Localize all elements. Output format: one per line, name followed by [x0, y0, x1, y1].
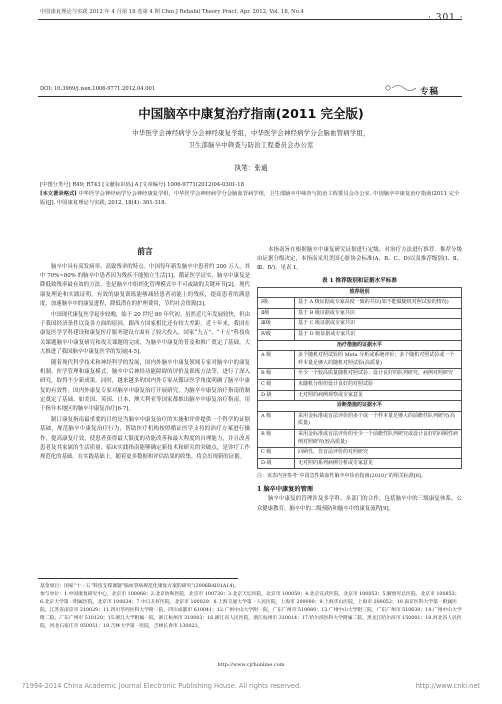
- citation-label: [本文著录格式]: [40, 191, 77, 197]
- table-cell-level: C 级: [258, 448, 295, 459]
- preface-heading: 前言: [137, 247, 153, 256]
- article-title: 中国脑卒中康复治疗指南(2011 完全版): [138, 106, 364, 121]
- header-rule: [38, 19, 462, 20]
- table-section-title: 诊断措施的证据水平: [258, 401, 462, 412]
- table-cell-level: B 级: [258, 429, 295, 447]
- table-cell-level: Ⅰ级: [258, 298, 295, 309]
- table-row: [258, 308, 462, 319]
- classification-line: [中图分类号] R49; R743 [文献标识码] A [文章编号] 1006-9771(2012)04-0301-18: [40, 182, 244, 188]
- right-column: [257, 246, 462, 516]
- table-row: [258, 379, 462, 390]
- table-section-row: [258, 401, 462, 412]
- table-cell-level: A 级: [258, 351, 295, 369]
- table-cell-level: Ⅱ级: [258, 308, 295, 319]
- table-cell-desc: 基于 D 级证据或专家共识: [295, 329, 462, 340]
- table-cell-desc: 基于 B 级证据或专家共识: [295, 308, 462, 319]
- table-note: 注：该表内容参考“中国急性缺血性脑卒中诊治指南(2010)”的相关标准[8]。: [257, 473, 426, 480]
- journal-header: 中国康复理论与实践 2012 年 4 月第 18 卷第 4 期 Chin J Rehabil Theory Pract, Apr. 2012, Vol. 18, No.4: [40, 9, 304, 15]
- author-list: [40, 128, 462, 152]
- table-row: [258, 319, 462, 330]
- footnote-rule: [38, 578, 238, 579]
- table-cell-desc: 基于 C 级证据或专家共识: [295, 319, 462, 330]
- journal-url[interactable]: http://www.cjrhonline.com: [217, 662, 285, 668]
- section-label: 专稿: [420, 87, 440, 97]
- table-row: [258, 448, 462, 459]
- page-number: · 301 ·: [428, 13, 464, 23]
- table-cell-level: B 级: [258, 369, 295, 380]
- funding-footnote: [40, 583, 462, 631]
- cnki-link[interactable]: http://www.cnki.net: [415, 682, 480, 690]
- copyright-text: ?1994-2014 China Academic Journal Electronic Publishing House. All rights reserved.: [22, 682, 302, 690]
- participants-text: 1.中国康复研究中心，北京市 100068；2.北京协和医院，北京市 100730；3.北京天坛医院，北京市 100050；4.北京宣武医院，北京市 100053；5.解放军总医院，北京市 100853；6.北京大学第一附属医院，北京市 100034；7.中日友好医院，北京市 100029；8.上海交通大学第一人民医院，上海市 200080；9.上海华山医院，上海市 200052；10.南京医科大学第一附属医院，江苏省南京市 210029；11.四川华西医科大学附一院，四川成都市 610041；12.广州中山大学附一院，广东广州市 510080；13.广州中山大学附三院，广东广州市 510630；14.广州中山大学附二院，广东广州市 510120；15.浙江大学附属一院，浙江杭州市 310003；16.浙江省人民医院，浙江杭州市 310014；17.哈尔滨医科大学附属二院，黑龙江哈尔滨市 150001；18.河北省人民医院，河北石家庄市 050051；19.吉林大学第一医院，吉林长春市 130021。: [40, 592, 462, 629]
- preface-paragraph: 中国现代康复医学起步较晚，始于 20 世纪 80 年代初。虽然近几年发展较快，但由于我国经济条件以及各方面的原因，跟西方国家相比还有较大差距。近十年来，我国在康复医学学科建设和康复医疗服务建设方面有了较大投入。国家“九五”、“十五”科技攻关课题脑卒中康复研究和攻关课题的完成，为脑卒中康复的普及和推广奠定了基础，大大推进了我国脑卒中康复医学的发展[4-5]。: [40, 312, 250, 355]
- table-cell-desc: 无对照的系列病例分析或专家意见: [295, 458, 462, 469]
- table-cell-desc: 基于 A 级证据或专家高度一致的共识(如不能做随机对照试验的情况): [295, 298, 462, 309]
- table-row: [258, 369, 462, 380]
- doi: DOI: 10.3969/j.issn.1006-9771.2012.04.001: [40, 86, 156, 92]
- table-row: [258, 329, 462, 340]
- table-row: [258, 458, 462, 469]
- table-cell-desc: 无对照的病例观察或专家意见: [295, 390, 462, 401]
- grading-table: [257, 287, 462, 470]
- section-ornament-icon: [384, 82, 418, 94]
- doi-rule: [38, 96, 462, 97]
- preface-paragraph: 随着现代科学技术和神经科学的发展，国内外脑卒中康复领域专家对脑卒中的康复机制、医学管理和康复模式，脑卒中后神经功能障碍的评价及训练方法等，进行了深入研究，取得不少新成果。同时，越来越多的国内外专家从循证医学角度明确了脑卒中康复的有效性。国内外康复专家对脑卒中康复治疗开展研究，为脑卒中康复治疗指南的制定奠定了基础，如美国、英国、日本、澳大利亚等国家都推出脑卒中康复治疗指南，用于指导本地区的脑卒中康复治疗[6-7]。: [40, 360, 250, 413]
- table-row: [258, 390, 462, 401]
- table-caption: 表 1 推荐级别和证据水平标准: [322, 277, 397, 284]
- table-row: [258, 298, 462, 309]
- table-cell-level: Ⅳ级: [258, 329, 295, 340]
- table-cell-level: D 级: [258, 458, 295, 469]
- intro-paragraph: 本指南旨在根据脑卒中康复研究证据进行定级，对治疗方法进行推荐。推荐分级由证据分级决定，本指南采用美国心脏协会标准(A、B、C、D)以及推荐级别(Ⅰ、Ⅱ、Ⅲ、Ⅳ)。见表 1。: [257, 247, 462, 272]
- table-section-row: [258, 287, 462, 298]
- table-section-title: 治疗措施的证据水平: [258, 340, 462, 351]
- table-cell-desc: 采用金标准或盲法评价的多个或一个样本量足够大的前瞻性队列研究(高质量): [295, 411, 462, 429]
- table-cell-level: D 级: [258, 390, 295, 401]
- table-cell-desc: 回顾性、非盲法评价的对照研究: [295, 448, 462, 459]
- table-cell-desc: 采用金标准或盲法评价的至少一个前瞻性队列研究或设计良好的回顾性病例对照研究(较高质量): [295, 429, 462, 447]
- funding-label: 基金项目：: [40, 584, 64, 589]
- table-section-row: [258, 340, 462, 351]
- table-row: [258, 429, 462, 447]
- citation-format: [40, 190, 462, 207]
- section-heading: 1 脑卒中康复的管理: [257, 486, 313, 494]
- executive-author: 执笔：张通: [234, 164, 268, 172]
- cnki-footer: [22, 682, 480, 690]
- funding-text: 国家“十一五”科技支撑课题“脑血管病规范化康复方案的研究”(2006BAI01A14)。: [64, 584, 240, 589]
- citation-text: 中华医学会神经病学分会神经康复学组，中华医学会神经病学分会脑血管病学组，卫生部脑卒中筛查与防治工程委员会办公室. 中国脑卒中康复治疗指南(2011 完全版)[J]. 中国康复理论与实践, 2012, 18(4): 301-318.: [40, 191, 460, 206]
- table-cell-desc: 未随机分组但设计良好的对照试验: [295, 379, 462, 390]
- author-line: 卫生部脑卒中筛查与防治工程委员会办公室: [188, 142, 314, 149]
- table-cell-level: Ⅲ级: [258, 319, 295, 330]
- table-row: [258, 411, 462, 429]
- table-cell-level: A 级: [258, 411, 295, 429]
- table-cell-desc: 多个随机对照试验的 Meta 分析或系统评价；多个随机对照试验或一个样本量足够大的随机对照试验(高质量): [295, 351, 462, 369]
- preface-paragraph: 脑卒中具有高发病率、高致残率的特点。中国每年新发脑卒中患者约 200 万人，其中 70%~80% 的脑卒中患者因为残疾不能独立生活[1]。循证医学证实，脑卒中康复是降低致残率最有效的方法，也是脑卒中组织化管理模式中不可或缺的关键环节[2]。现代康复理论和实践证明，有效的康复训练能够减轻患者功能上的残疾，提高患者的满意度，加速脑卒中的康复进程，降低潜在的护理费用，节约社会资源[3]。: [40, 264, 250, 307]
- table-cell-level: C 级: [258, 379, 295, 390]
- participants-label: 参与单位：: [40, 592, 64, 597]
- table-section-title: 推荐级别: [258, 287, 462, 298]
- table-row: [258, 351, 462, 369]
- table-cell-desc: 至少一个较高质量随机对照试验；设计良好的队列研究、病例对照研究: [295, 369, 462, 380]
- section-paragraph: 脑卒中康复的管理涉及多学科、多部门的合作，包括脑卒中的三级康复体系、公众健康教育、脑卒中的二级预防和脑卒中的康复流程[9]。: [257, 496, 462, 512]
- preface-paragraph: 制订康复指南最重要的目的是为脑卒中康复治疗的实施和评价提供一个科学的证据基础，规范脑卒中康复治疗行为，帮助医疗机构按照循证医学支持的治疗方案进行操作，提高康复疗效，使患者获得最大限度的功能改善和最大程度的自理能力，并且改善患者及其家属的生活质量。临床实践指南能够确定新技术和研究的突破点，是诊疗工作规范化的基础。在实践基础上，随着更多数据和评估结果的收集，将会出现新的证据。: [40, 417, 250, 461]
- left-column: [40, 246, 250, 464]
- author-line: 中华医学会神经病学分会神经康复学组，中华医学会神经病学分会脑血管病学组，: [132, 130, 370, 137]
